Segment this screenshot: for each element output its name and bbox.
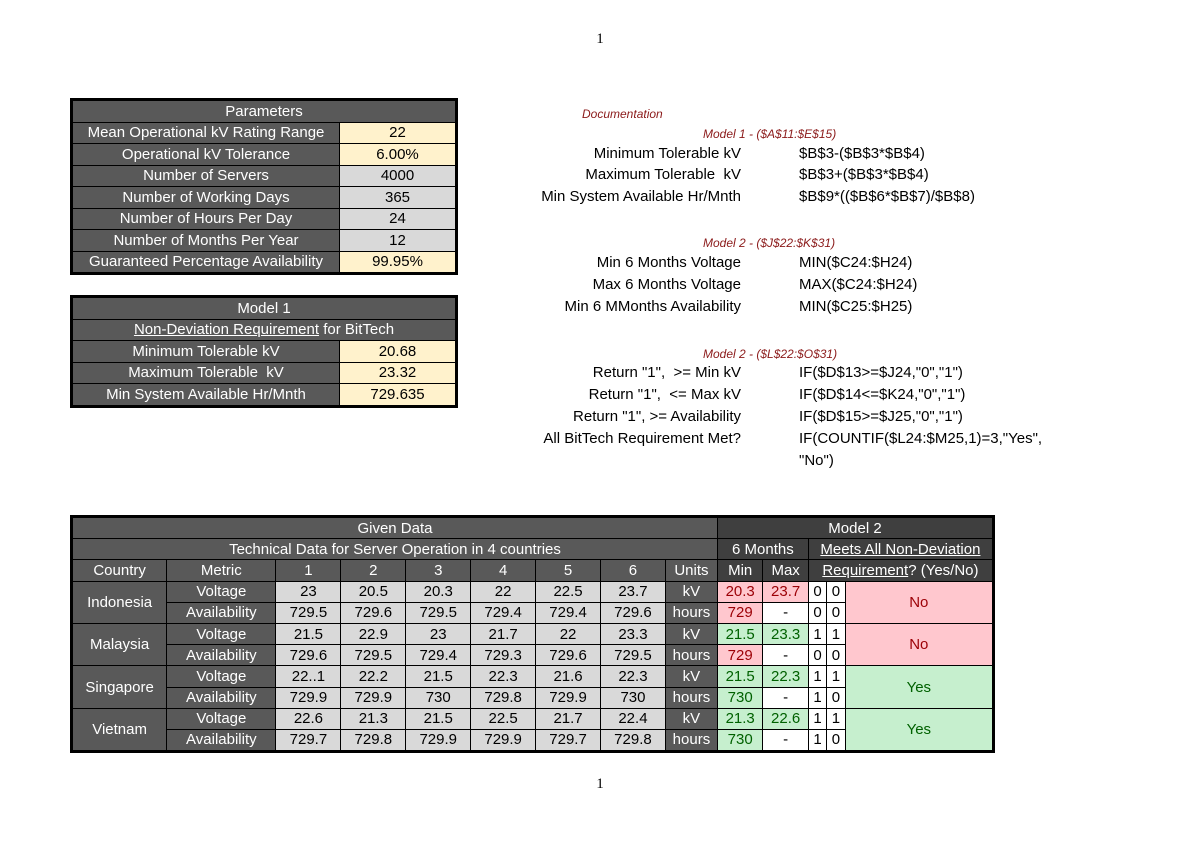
country-name: Malaysia: [72, 623, 167, 665]
units-cell: hours: [665, 729, 717, 751]
model1-value[interactable]: 20.68: [340, 341, 457, 363]
max-cell[interactable]: -: [763, 729, 808, 751]
max-cell[interactable]: 22.3: [763, 666, 808, 687]
doc-formula: MAX($C24:$H24): [799, 276, 918, 293]
data-cell[interactable]: 21.6: [536, 666, 601, 687]
flag-cell[interactable]: 1: [808, 687, 826, 708]
units-cell: kV: [665, 708, 717, 729]
data-cell[interactable]: 22: [471, 581, 536, 602]
result-cell[interactable]: Yes: [845, 708, 993, 751]
doc-label: Return "1", >= Availability: [573, 408, 741, 425]
min-cell[interactable]: 21.5: [717, 666, 762, 687]
doc-formula: IF($D$15>=$J25,"0","1"): [799, 408, 963, 425]
model1-table: [70, 295, 458, 408]
max-cell[interactable]: -: [763, 645, 808, 666]
min-cell[interactable]: 729: [717, 602, 762, 623]
doc-label: Maximum Tolerable kV: [585, 166, 741, 183]
data-cell[interactable]: 730: [406, 687, 471, 708]
data-cell[interactable]: 22.3: [471, 666, 536, 687]
result-cell[interactable]: Yes: [845, 666, 993, 708]
table-row: [72, 666, 994, 687]
param-label: Number of Servers: [72, 165, 340, 187]
param-value[interactable]: 22: [340, 122, 457, 144]
units-cell: hours: [665, 687, 717, 708]
min-cell[interactable]: 730: [717, 729, 762, 751]
model1-value[interactable]: 23.32: [340, 362, 457, 384]
param-label: Operational kV Tolerance: [72, 144, 340, 166]
max-cell[interactable]: 22.6: [763, 708, 808, 729]
data-cell[interactable]: 20.3: [406, 581, 471, 602]
country-name: Vietnam: [72, 708, 167, 751]
doc-label-text: All BitTech Requirement Met?: [543, 430, 741, 447]
units-cell: kV: [665, 623, 717, 644]
min-cell[interactable]: 20.3: [717, 581, 762, 602]
month-header: 2: [341, 560, 406, 581]
month-header: 3: [406, 560, 471, 581]
data-cell[interactable]: 729.5: [276, 602, 341, 623]
data-cell[interactable]: 22..1: [276, 666, 341, 687]
data-cell[interactable]: 729.5: [601, 645, 666, 666]
given-data-table: [70, 515, 995, 753]
units-cell: kV: [665, 581, 717, 602]
model1-label: Minimum Tolerable kV: [72, 341, 340, 363]
param-value[interactable]: 4000: [340, 165, 457, 187]
param-value[interactable]: 12: [340, 230, 457, 252]
data-cell[interactable]: 729.9: [406, 729, 471, 751]
param-label: Number of Months Per Year: [72, 230, 340, 252]
units-cell: hours: [665, 602, 717, 623]
doc-label-text: Min System Available Hr/Mnth: [541, 188, 741, 205]
data-cell[interactable]: 22.6: [276, 708, 341, 729]
model1-value[interactable]: 729.635: [340, 384, 457, 407]
month-header: 5: [536, 560, 601, 581]
doc-label: Return "1", <= Max kV: [588, 386, 741, 403]
table-row: [72, 708, 994, 729]
data-cell[interactable]: 729.4: [471, 602, 536, 623]
metric-name: Availability: [167, 687, 276, 708]
param-value[interactable]: 6.00%: [340, 144, 457, 166]
data-cell[interactable]: 729.8: [341, 729, 406, 751]
table-row: [72, 581, 994, 602]
metric-name: Voltage: [167, 708, 276, 729]
model2-title: Model 2: [717, 517, 993, 539]
data-cell[interactable]: 729.6: [536, 645, 601, 666]
flag-cell[interactable]: 0: [808, 602, 826, 623]
result-cell[interactable]: No: [845, 581, 993, 623]
page-number-bottom: 1: [596, 776, 604, 792]
data-cell[interactable]: 21.5: [406, 708, 471, 729]
data-cell[interactable]: 729.9: [471, 729, 536, 751]
param-label: Mean Operational kV Rating Range: [72, 122, 340, 144]
flag-cell[interactable]: 0: [827, 729, 845, 751]
units-cell: kV: [665, 666, 717, 687]
flag-cell[interactable]: 1: [827, 708, 845, 729]
parameters-title: Parameters: [72, 100, 457, 123]
requirement-rest: ? (Yes/No): [908, 561, 979, 579]
country-rows: [72, 581, 994, 752]
data-cell[interactable]: 23: [276, 581, 341, 602]
data-cell[interactable]: 729.5: [406, 602, 471, 623]
flag-cell[interactable]: 1: [827, 666, 845, 687]
requirement-underlined: Requirement: [822, 561, 909, 579]
flag-cell[interactable]: 0: [808, 645, 826, 666]
data-cell[interactable]: 729.8: [601, 729, 666, 751]
param-value[interactable]: 365: [340, 187, 457, 209]
month-header: 1: [276, 560, 341, 581]
flag-cell[interactable]: 1: [808, 623, 826, 644]
data-cell[interactable]: 22: [536, 623, 601, 644]
param-label: Number of Working Days: [72, 187, 340, 209]
model1-subtitle-rest: for BitTech: [319, 321, 395, 339]
parameters-table: [70, 98, 458, 275]
flag-cell[interactable]: 0: [827, 581, 845, 602]
data-cell[interactable]: 729.5: [341, 645, 406, 666]
result-cell[interactable]: No: [845, 623, 993, 665]
given-data-title: Given Data: [72, 517, 718, 539]
doc-label: [511, 430, 741, 447]
table-row: [72, 623, 994, 644]
metric-name: Voltage: [167, 623, 276, 644]
doc-formula: IF($D$14<=$K24,"0","1"): [799, 386, 966, 403]
min-header: Min: [717, 560, 762, 581]
data-cell[interactable]: 22.2: [341, 666, 406, 687]
max-cell[interactable]: -: [763, 687, 808, 708]
data-cell[interactable]: 21.7: [471, 623, 536, 644]
flag-cell[interactable]: 0: [808, 581, 826, 602]
max-cell[interactable]: 23.3: [763, 623, 808, 644]
param-value[interactable]: 99.95%: [340, 251, 457, 274]
data-cell[interactable]: 730: [601, 687, 666, 708]
doc-section-title: Model 2 - ($J$22:$K$31): [703, 236, 836, 250]
data-cell[interactable]: 729.9: [276, 687, 341, 708]
min-cell[interactable]: 730: [717, 687, 762, 708]
flag-cell[interactable]: 0: [827, 602, 845, 623]
metric-name: Voltage: [167, 666, 276, 687]
min-cell[interactable]: 21.5: [717, 623, 762, 644]
flag-cell[interactable]: 1: [827, 623, 845, 644]
param-value[interactable]: 24: [340, 208, 457, 230]
flag-cell[interactable]: 1: [808, 666, 826, 687]
data-cell[interactable]: 729.6: [341, 602, 406, 623]
data-cell[interactable]: 23.3: [601, 623, 666, 644]
data-cell[interactable]: 22.4: [601, 708, 666, 729]
data-cell[interactable]: 729.9: [341, 687, 406, 708]
doc-label: Min 6 Months Voltage: [596, 254, 741, 271]
param-label: Number of Hours Per Day: [72, 208, 340, 230]
metric-name: Availability: [167, 602, 276, 623]
model1-label: Maximum Tolerable kV: [72, 362, 340, 384]
doc-label: Return "1", >= Min kV: [592, 364, 741, 381]
data-cell[interactable]: 729.6: [276, 645, 341, 666]
data-cell[interactable]: 729.8: [471, 687, 536, 708]
max-cell[interactable]: -: [763, 602, 808, 623]
doc-section-title: Model 1 - ($A$11:$E$15): [703, 127, 837, 141]
min-cell[interactable]: 21.3: [717, 708, 762, 729]
meets-requirement-header-1: Meets All Non-Deviation: [808, 539, 993, 560]
doc-label: Minimum Tolerable kV: [593, 145, 741, 162]
month-header: 6: [601, 560, 666, 581]
doc-label: [511, 188, 741, 205]
doc-formula: MIN($C25:$H25): [799, 298, 913, 315]
data-cell[interactable]: 21.7: [536, 708, 601, 729]
model1-title: Model 1: [72, 297, 457, 320]
flag-cell[interactable]: 0: [827, 645, 845, 666]
data-cell[interactable]: 22.3: [601, 666, 666, 687]
doc-label: Min 6 MMonths Availability: [564, 298, 741, 315]
data-cell[interactable]: 729.6: [601, 602, 666, 623]
doc-formula: $B$3-($B$3*$B$4): [799, 145, 925, 162]
doc-formula: IF($D$13>=$J24,"0","1"): [799, 364, 963, 381]
flag-cell[interactable]: 0: [827, 687, 845, 708]
data-cell[interactable]: 729.7: [276, 729, 341, 751]
model1-label: Min System Available Hr/Mnth: [72, 384, 340, 407]
data-cell[interactable]: 22.5: [536, 581, 601, 602]
data-cell[interactable]: 729.9: [536, 687, 601, 708]
data-cell[interactable]: 729.3: [471, 645, 536, 666]
flag-cell[interactable]: 1: [808, 708, 826, 729]
data-cell[interactable]: 23: [406, 623, 471, 644]
documentation-heading: Documentation: [582, 107, 663, 121]
metric-name: Availability: [167, 729, 276, 751]
data-cell[interactable]: 729.4: [536, 602, 601, 623]
doc-formula: $B$3+($B$3*$B$4): [799, 166, 929, 183]
max-cell[interactable]: 23.7: [763, 581, 808, 602]
doc-formula: $B$9*(($B$6*$B$7)/$B$8): [799, 188, 975, 205]
data-cell[interactable]: 23.7: [601, 581, 666, 602]
data-cell[interactable]: 20.5: [341, 581, 406, 602]
data-cell[interactable]: 22.9: [341, 623, 406, 644]
doc-section-title: Model 2 - ($L$22:$O$31): [703, 347, 838, 361]
six-months-header: 6 Months: [717, 539, 808, 560]
country-name: Singapore: [72, 666, 167, 708]
units-cell: hours: [665, 645, 717, 666]
technical-data-title: Technical Data for Server Operation in 4 countries: [72, 539, 718, 560]
metric-name: Voltage: [167, 581, 276, 602]
data-cell[interactable]: 21.5: [406, 666, 471, 687]
month-header: 4: [471, 560, 536, 581]
doc-label: Max 6 Months Voltage: [592, 276, 741, 293]
param-label: Guaranteed Percentage Availability: [72, 251, 340, 274]
data-cell[interactable]: 21.3: [341, 708, 406, 729]
data-cell[interactable]: 21.5: [276, 623, 341, 644]
min-cell[interactable]: 729: [717, 645, 762, 666]
doc-formula: MIN($C24:$H24): [799, 254, 913, 271]
model1-subtitle-underlined: Non-Deviation Requirement: [133, 321, 320, 339]
doc-formula: IF(COUNTIF($L24:$M25,1)=3,"Yes",: [799, 430, 1043, 447]
metric-header: Metric: [167, 560, 276, 581]
metric-name: Availability: [167, 645, 276, 666]
data-cell[interactable]: 729.7: [536, 729, 601, 751]
units-header: Units: [665, 560, 717, 581]
country-name: Indonesia: [72, 581, 167, 623]
data-cell[interactable]: 22.5: [471, 708, 536, 729]
doc-formula-continued: "No"): [799, 452, 834, 469]
page-number-top: 1: [596, 31, 604, 47]
country-header: Country: [72, 560, 167, 581]
flag-cell[interactable]: 1: [808, 729, 826, 751]
max-header: Max: [763, 560, 808, 581]
model1-subtitle: [72, 319, 457, 341]
data-cell[interactable]: 729.4: [406, 645, 471, 666]
meets-requirement-header-2: [808, 560, 993, 581]
